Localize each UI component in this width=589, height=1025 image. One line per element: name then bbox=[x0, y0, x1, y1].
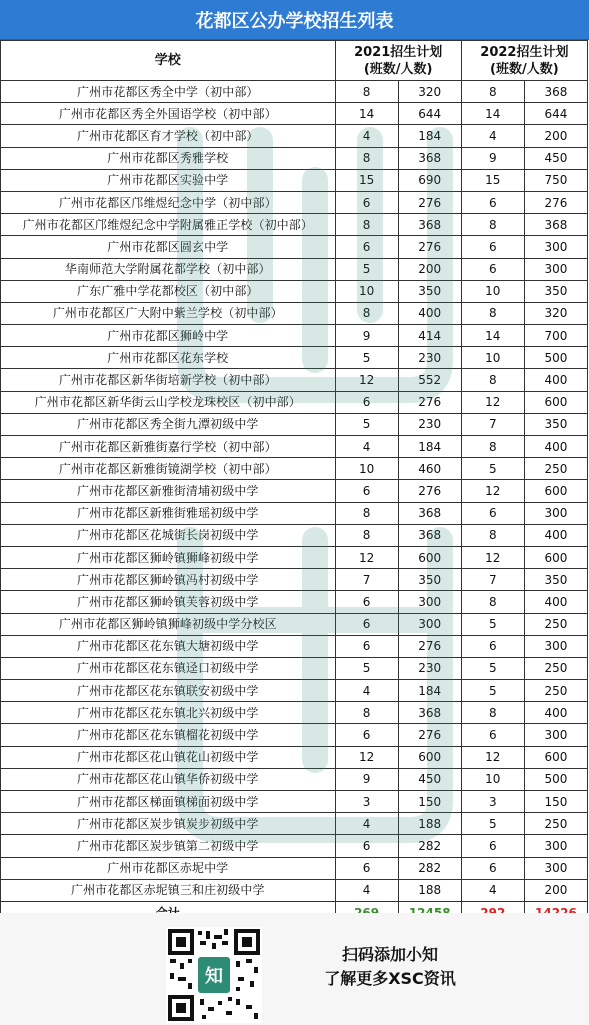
cell-classes-2021: 12 bbox=[335, 746, 398, 768]
table-row bbox=[1, 258, 588, 280]
cell-students-2022: 368 bbox=[524, 214, 587, 236]
table-header-row bbox=[1, 41, 588, 81]
cell-classes-2022: 5 bbox=[461, 657, 524, 679]
cell-students-2021: 400 bbox=[398, 302, 461, 324]
cell-students-2021: 368 bbox=[398, 214, 461, 236]
cell-school: 广州市花都区炭步镇第二初级中学 bbox=[1, 835, 336, 857]
cell-classes-2021: 5 bbox=[335, 413, 398, 435]
table-row bbox=[1, 391, 588, 413]
cell-classes-2022: 12 bbox=[461, 546, 524, 568]
cell-school: 广州市花都区狮岭镇冯村初级中学 bbox=[1, 569, 336, 591]
table-row bbox=[1, 835, 588, 857]
cell-students-2022: 300 bbox=[524, 857, 587, 879]
header-plan-2021-title: 2021招生计划 bbox=[354, 44, 443, 60]
cell-classes-2021: 6 bbox=[335, 613, 398, 635]
cell-students-2022: 400 bbox=[524, 524, 587, 546]
table-row bbox=[1, 657, 588, 679]
header-plan-2021-sub: (班数/人数) bbox=[363, 61, 433, 77]
cell-students-2021: 276 bbox=[398, 191, 461, 213]
cell-school: 广州市花都区赤坭镇三和庄初级中学 bbox=[1, 879, 336, 901]
cell-classes-2022: 6 bbox=[461, 236, 524, 258]
cell-classes-2021: 4 bbox=[335, 125, 398, 147]
table-row bbox=[1, 768, 588, 790]
cell-school: 广州市花都区新雅街雅瑶初级中学 bbox=[1, 502, 336, 524]
cell-students-2021: 230 bbox=[398, 413, 461, 435]
cell-school: 广州市花都区狮岭镇芙蓉初级中学 bbox=[1, 591, 336, 613]
cell-students-2021: 600 bbox=[398, 546, 461, 568]
cell-students-2022: 150 bbox=[524, 791, 587, 813]
table-row bbox=[1, 191, 588, 213]
cell-classes-2022: 8 bbox=[461, 81, 524, 103]
header-plan-2021 bbox=[335, 41, 461, 81]
cell-classes-2021: 4 bbox=[335, 436, 398, 458]
cell-classes-2022: 14 bbox=[461, 325, 524, 347]
cell-students-2021: 368 bbox=[398, 702, 461, 724]
qr-center-glyph: 知 bbox=[205, 966, 223, 987]
cell-students-2022: 250 bbox=[524, 657, 587, 679]
table-row bbox=[1, 325, 588, 347]
table-row bbox=[1, 103, 588, 125]
cell-students-2022: 600 bbox=[524, 391, 587, 413]
cell-classes-2021: 6 bbox=[335, 635, 398, 657]
qr-code-icon[interactable] bbox=[166, 927, 262, 1023]
cell-classes-2021: 8 bbox=[335, 524, 398, 546]
cell-students-2021: 276 bbox=[398, 391, 461, 413]
cell-classes-2022: 4 bbox=[461, 879, 524, 901]
cell-classes-2021: 12 bbox=[335, 369, 398, 391]
footer-call-to-action bbox=[300, 943, 480, 991]
cell-students-2022: 750 bbox=[524, 169, 587, 191]
table-row bbox=[1, 480, 588, 502]
cell-classes-2022: 12 bbox=[461, 480, 524, 502]
cell-school: 广州市花都区花山镇花山初级中学 bbox=[1, 746, 336, 768]
cell-students-2022: 250 bbox=[524, 813, 587, 835]
cell-classes-2021: 8 bbox=[335, 214, 398, 236]
cell-students-2021: 552 bbox=[398, 369, 461, 391]
table-row bbox=[1, 569, 588, 591]
cell-students-2021: 230 bbox=[398, 657, 461, 679]
table-row bbox=[1, 147, 588, 169]
cell-school: 广州市花都区狮岭镇狮峰初级中学 bbox=[1, 546, 336, 568]
cell-school: 广州市花都区赤坭中学 bbox=[1, 857, 336, 879]
table-row bbox=[1, 591, 588, 613]
cell-school: 广州市花都区实验中学 bbox=[1, 169, 336, 191]
cell-students-2022: 320 bbox=[524, 302, 587, 324]
cell-classes-2021: 3 bbox=[335, 791, 398, 813]
table-row bbox=[1, 214, 588, 236]
cell-students-2022: 644 bbox=[524, 103, 587, 125]
cell-students-2022: 400 bbox=[524, 436, 587, 458]
cell-classes-2021: 4 bbox=[335, 879, 398, 901]
cell-school: 广州市花都区狮岭镇狮峰初级中学分校区 bbox=[1, 613, 336, 635]
table-row bbox=[1, 724, 588, 746]
cell-school: 广州市花都区梯面镇梯面初级中学 bbox=[1, 791, 336, 813]
cell-school: 广州市花都区秀雅学校 bbox=[1, 147, 336, 169]
cell-school: 广州市花都区花东镇迳口初级中学 bbox=[1, 657, 336, 679]
cell-school: 广州市花都区花东镇北兴初级中学 bbox=[1, 702, 336, 724]
cell-classes-2022: 7 bbox=[461, 569, 524, 591]
cell-school: 广州市花都区花东镇联安初级中学 bbox=[1, 680, 336, 702]
cell-students-2021: 320 bbox=[398, 81, 461, 103]
cell-school: 广州市花都区新华街云山学校龙珠校区（初中部） bbox=[1, 391, 336, 413]
cell-classes-2021: 4 bbox=[335, 680, 398, 702]
cell-classes-2021: 6 bbox=[335, 857, 398, 879]
cell-students-2022: 300 bbox=[524, 236, 587, 258]
cell-classes-2021: 15 bbox=[335, 169, 398, 191]
cell-classes-2022: 9 bbox=[461, 147, 524, 169]
cell-classes-2022: 8 bbox=[461, 369, 524, 391]
cell-classes-2021: 8 bbox=[335, 147, 398, 169]
cell-students-2021: 188 bbox=[398, 813, 461, 835]
cell-school: 广州市花都区花东镇榴花初级中学 bbox=[1, 724, 336, 746]
header-school: 学校 bbox=[1, 41, 336, 81]
cell-classes-2021: 5 bbox=[335, 347, 398, 369]
cell-students-2021: 368 bbox=[398, 147, 461, 169]
table-row bbox=[1, 791, 588, 813]
cell-classes-2021: 12 bbox=[335, 546, 398, 568]
table-row bbox=[1, 613, 588, 635]
table-row bbox=[1, 236, 588, 258]
table-row bbox=[1, 857, 588, 879]
cell-school: 广州市花都区秀全外国语学校（初中部） bbox=[1, 103, 336, 125]
cell-students-2022: 400 bbox=[524, 369, 587, 391]
cell-students-2021: 414 bbox=[398, 325, 461, 347]
cell-classes-2022: 8 bbox=[461, 302, 524, 324]
cell-classes-2022: 10 bbox=[461, 347, 524, 369]
table-row bbox=[1, 458, 588, 480]
cell-school: 广州市花都区炭步镇炭步初级中学 bbox=[1, 813, 336, 835]
cell-students-2021: 368 bbox=[398, 502, 461, 524]
cell-students-2022: 400 bbox=[524, 591, 587, 613]
cell-school: 广州市花都区新华街培新学校（初中部） bbox=[1, 369, 336, 391]
cell-students-2022: 250 bbox=[524, 680, 587, 702]
cell-students-2022: 300 bbox=[524, 258, 587, 280]
cell-students-2021: 282 bbox=[398, 835, 461, 857]
cell-students-2022: 350 bbox=[524, 569, 587, 591]
cell-classes-2022: 6 bbox=[461, 857, 524, 879]
table-row bbox=[1, 280, 588, 302]
cell-school: 广州市花都区新雅街清埔初级中学 bbox=[1, 480, 336, 502]
cell-classes-2022: 14 bbox=[461, 103, 524, 125]
cell-students-2021: 184 bbox=[398, 125, 461, 147]
cell-classes-2021: 8 bbox=[335, 81, 398, 103]
cell-classes-2022: 10 bbox=[461, 768, 524, 790]
cell-classes-2021: 5 bbox=[335, 258, 398, 280]
cell-classes-2021: 6 bbox=[335, 480, 398, 502]
cell-classes-2021: 6 bbox=[335, 391, 398, 413]
table-row bbox=[1, 879, 588, 901]
cell-classes-2022: 10 bbox=[461, 280, 524, 302]
cell-school: 华南师范大学附属花都学校（初中部） bbox=[1, 258, 336, 280]
footer bbox=[0, 913, 589, 1025]
cell-students-2022: 368 bbox=[524, 81, 587, 103]
cell-school: 广州市花都区花山镇华侨初级中学 bbox=[1, 768, 336, 790]
cell-classes-2022: 12 bbox=[461, 746, 524, 768]
cell-students-2021: 276 bbox=[398, 480, 461, 502]
cell-classes-2022: 6 bbox=[461, 724, 524, 746]
cell-classes-2022: 5 bbox=[461, 458, 524, 480]
cell-students-2021: 200 bbox=[398, 258, 461, 280]
cell-classes-2021: 9 bbox=[335, 325, 398, 347]
cell-students-2021: 188 bbox=[398, 879, 461, 901]
table-row bbox=[1, 680, 588, 702]
table-row bbox=[1, 81, 588, 103]
cell-students-2022: 400 bbox=[524, 702, 587, 724]
cell-classes-2022: 6 bbox=[461, 502, 524, 524]
cell-school: 广州市花都区秀全中学（初中部） bbox=[1, 81, 336, 103]
table-row bbox=[1, 635, 588, 657]
table-row bbox=[1, 169, 588, 191]
cell-classes-2022: 6 bbox=[461, 635, 524, 657]
cell-school: 广州市花都区邝维煜纪念中学附属雅正学校（初中部） bbox=[1, 214, 336, 236]
cell-students-2021: 644 bbox=[398, 103, 461, 125]
cell-students-2022: 300 bbox=[524, 835, 587, 857]
cell-students-2021: 690 bbox=[398, 169, 461, 191]
cell-classes-2022: 8 bbox=[461, 702, 524, 724]
cell-school: 广州市花都区秀全街九潭初级中学 bbox=[1, 413, 336, 435]
admissions-table bbox=[0, 40, 588, 924]
cell-classes-2022: 5 bbox=[461, 680, 524, 702]
cell-students-2021: 368 bbox=[398, 524, 461, 546]
cell-students-2022: 300 bbox=[524, 724, 587, 746]
cell-students-2021: 276 bbox=[398, 724, 461, 746]
table-row bbox=[1, 302, 588, 324]
cell-students-2021: 460 bbox=[398, 458, 461, 480]
cell-classes-2022: 5 bbox=[461, 613, 524, 635]
cell-classes-2022: 6 bbox=[461, 191, 524, 213]
cell-classes-2022: 6 bbox=[461, 835, 524, 857]
cell-students-2022: 250 bbox=[524, 613, 587, 635]
cell-students-2022: 600 bbox=[524, 546, 587, 568]
table-row bbox=[1, 369, 588, 391]
cell-classes-2021: 6 bbox=[335, 236, 398, 258]
cell-school: 广州市花都区狮岭中学 bbox=[1, 325, 336, 347]
cell-classes-2021: 6 bbox=[335, 591, 398, 613]
cell-classes-2021: 14 bbox=[335, 103, 398, 125]
cell-students-2021: 350 bbox=[398, 569, 461, 591]
cell-classes-2021: 10 bbox=[335, 280, 398, 302]
cell-students-2021: 300 bbox=[398, 591, 461, 613]
cell-school: 广东广雅中学花都校区（初中部） bbox=[1, 280, 336, 302]
table-row bbox=[1, 524, 588, 546]
cell-students-2022: 300 bbox=[524, 635, 587, 657]
cell-school: 广州市花都区新雅街嘉行学校（初中部） bbox=[1, 436, 336, 458]
cell-students-2022: 276 bbox=[524, 191, 587, 213]
table-row bbox=[1, 702, 588, 724]
cell-school: 广州市花都区广大附中紫兰学校（初中部） bbox=[1, 302, 336, 324]
cell-classes-2022: 8 bbox=[461, 591, 524, 613]
cell-classes-2021: 6 bbox=[335, 724, 398, 746]
footer-line2: 了解更多XSC资讯 bbox=[324, 969, 456, 988]
footer-line1: 扫码添加小知 bbox=[341, 945, 438, 964]
cell-classes-2021: 10 bbox=[335, 458, 398, 480]
cell-students-2022: 700 bbox=[524, 325, 587, 347]
cell-classes-2022: 6 bbox=[461, 258, 524, 280]
table-row bbox=[1, 813, 588, 835]
cell-students-2021: 600 bbox=[398, 746, 461, 768]
table-row bbox=[1, 546, 588, 568]
cell-school: 广州市花都区新雅街镜湖学校（初中部） bbox=[1, 458, 336, 480]
table-row bbox=[1, 347, 588, 369]
header-plan-2022-title: 2022招生计划 bbox=[480, 44, 569, 60]
cell-school: 广州市花都区育才学校（初中部） bbox=[1, 125, 336, 147]
cell-students-2021: 282 bbox=[398, 857, 461, 879]
cell-classes-2022: 5 bbox=[461, 813, 524, 835]
cell-classes-2022: 12 bbox=[461, 391, 524, 413]
cell-students-2021: 150 bbox=[398, 791, 461, 813]
table-row bbox=[1, 502, 588, 524]
cell-students-2022: 200 bbox=[524, 125, 587, 147]
cell-school: 广州市花都区花东学校 bbox=[1, 347, 336, 369]
cell-students-2021: 230 bbox=[398, 347, 461, 369]
cell-students-2022: 450 bbox=[524, 147, 587, 169]
cell-classes-2021: 9 bbox=[335, 768, 398, 790]
cell-students-2022: 600 bbox=[524, 480, 587, 502]
cell-school: 广州市花都区圆玄中学 bbox=[1, 236, 336, 258]
cell-students-2022: 300 bbox=[524, 502, 587, 524]
cell-classes-2022: 15 bbox=[461, 169, 524, 191]
cell-classes-2021: 4 bbox=[335, 813, 398, 835]
cell-school: 广州市花都区花城街长岗初级中学 bbox=[1, 524, 336, 546]
cell-students-2021: 184 bbox=[398, 680, 461, 702]
cell-school: 广州市花都区花东镇大塘初级中学 bbox=[1, 635, 336, 657]
header-plan-2022 bbox=[461, 41, 587, 81]
cell-classes-2021: 8 bbox=[335, 702, 398, 724]
cell-classes-2022: 8 bbox=[461, 214, 524, 236]
cell-students-2022: 500 bbox=[524, 347, 587, 369]
cell-students-2022: 250 bbox=[524, 458, 587, 480]
table-body bbox=[1, 81, 588, 902]
cell-classes-2022: 3 bbox=[461, 791, 524, 813]
cell-students-2021: 350 bbox=[398, 280, 461, 302]
table-row bbox=[1, 746, 588, 768]
cell-students-2021: 184 bbox=[398, 436, 461, 458]
cell-classes-2022: 8 bbox=[461, 524, 524, 546]
table-row bbox=[1, 413, 588, 435]
cell-classes-2022: 7 bbox=[461, 413, 524, 435]
cell-classes-2022: 4 bbox=[461, 125, 524, 147]
cell-students-2021: 450 bbox=[398, 768, 461, 790]
cell-students-2022: 350 bbox=[524, 413, 587, 435]
cell-classes-2021: 8 bbox=[335, 502, 398, 524]
cell-students-2022: 600 bbox=[524, 746, 587, 768]
table-row bbox=[1, 436, 588, 458]
cell-students-2022: 200 bbox=[524, 879, 587, 901]
page-title: 花都区公办学校招生列表 bbox=[0, 0, 589, 40]
cell-classes-2021: 5 bbox=[335, 657, 398, 679]
cell-school: 广州市花都区邝维煜纪念中学（初中部） bbox=[1, 191, 336, 213]
cell-students-2021: 276 bbox=[398, 236, 461, 258]
table-row bbox=[1, 125, 588, 147]
cell-classes-2021: 7 bbox=[335, 569, 398, 591]
cell-students-2021: 300 bbox=[398, 613, 461, 635]
cell-classes-2021: 6 bbox=[335, 191, 398, 213]
cell-students-2021: 276 bbox=[398, 635, 461, 657]
cell-classes-2022: 8 bbox=[461, 436, 524, 458]
cell-classes-2021: 6 bbox=[335, 835, 398, 857]
cell-classes-2021: 8 bbox=[335, 302, 398, 324]
cell-students-2022: 500 bbox=[524, 768, 587, 790]
header-plan-2022-sub: (班数/人数) bbox=[490, 61, 559, 77]
cell-students-2022: 350 bbox=[524, 280, 587, 302]
